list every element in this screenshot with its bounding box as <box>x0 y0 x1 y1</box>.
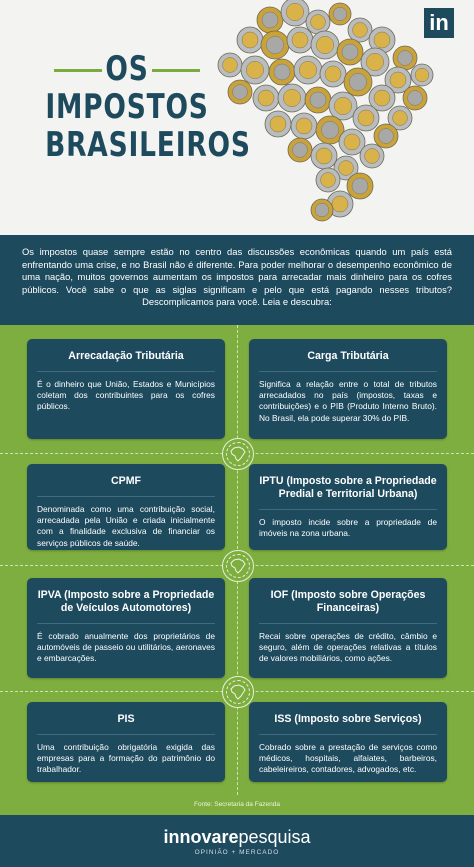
coin-center <box>393 111 408 126</box>
coin-center <box>332 196 348 212</box>
coin-center <box>415 68 429 82</box>
card-body: É o dinheiro que União, Estados e Municípios coletam dos contribuintes para os cofres públicos. <box>37 379 215 412</box>
card-iss <box>249 702 447 782</box>
card-title: Carga Tributária <box>307 350 389 362</box>
card-title: IPTU (Imposto sobre a Propriedade Predial e Territorial Urbana) <box>259 475 437 500</box>
coin-center <box>325 66 341 82</box>
coin-center <box>344 134 360 150</box>
card-iof <box>249 578 447 678</box>
brand-tagline: OPINIÃO + MERCADO <box>194 849 280 856</box>
card-title: ISS (Imposto sobre Serviços) <box>274 713 422 725</box>
card-title: PIS <box>117 713 135 725</box>
card-body: Cobrado sobre a prestação de serviços como médicos, hospitais, alfaiates, barbeiros, cabeleireiros, contadores, advogados, etc. <box>259 742 437 775</box>
footer <box>0 815 474 867</box>
coin-center <box>310 92 326 108</box>
card-iptu <box>249 464 447 550</box>
brazil-map-icon <box>230 446 246 462</box>
coin-center <box>339 161 354 176</box>
source-note: Fonte: Secretaria da Fazenda <box>194 801 280 808</box>
card-body: Recai sobre operações de crédito, câmbio e seguro, além de operações relativas a títulos de valores mobiliários, como ações. <box>259 631 437 664</box>
intro-text: Os impostos quase sempre estão no centro das discussões econômicas quando um país está enfrentando uma crise, e no Brasil não é diferente. Para poder melhorar o desempenho econômico de uma nação, muitos governos aumentam os impostos para arrecadar mais dinheiro para os cofres públicos. Você sabe o que as siglas significam e pelo que está pagando nesses tributos? Descomplicamos para você. Leia e descubra: <box>22 246 452 308</box>
title-line-3: BRASILEIROS <box>45 125 251 165</box>
card-body: Significa a relação entre o total de tributos arrecadados no país (impostos, taxas e contribuições) e o PIB (Produto Interno Bruto). No Brasil, ela pode superar 30% do PIB. <box>259 379 437 423</box>
card-pis <box>27 702 225 782</box>
coin-center <box>366 53 383 70</box>
coin-center <box>293 143 308 158</box>
card-body: É cobrado anualmente dos proprietários de automóveis de passeio ou utilitários, aeronaves e embarcações. <box>37 631 215 664</box>
intro-section <box>0 235 474 325</box>
coin-center <box>283 89 300 106</box>
coin-center <box>334 97 351 114</box>
coin-center <box>333 7 347 21</box>
coin-center <box>311 15 326 30</box>
coin-center <box>262 12 278 28</box>
coin-center <box>315 203 329 217</box>
coin-center <box>408 91 423 106</box>
coin-center <box>270 116 286 132</box>
coin-center <box>246 61 263 78</box>
brazil-map-icon <box>230 558 246 574</box>
brand-logo[interactable] <box>0 828 474 846</box>
card-title: CPMF <box>110 475 141 487</box>
header <box>0 0 474 235</box>
card-cpmf <box>27 464 225 550</box>
coin-center <box>379 129 394 144</box>
content-area <box>0 325 474 815</box>
card-carga <box>249 339 447 439</box>
coin-center <box>365 149 380 164</box>
coin-center <box>321 173 336 188</box>
coin-center <box>321 121 338 138</box>
coin-center <box>286 3 303 20</box>
card-title: Arrecadação Tributária <box>68 350 184 362</box>
title-line-1: OS <box>105 49 149 89</box>
card-title: IPVA (Imposto sobre a Propriedade de Veículos Automotores) <box>37 589 215 614</box>
coin-center <box>353 23 368 38</box>
coin-center <box>233 85 248 100</box>
coin-center <box>274 64 290 80</box>
brand-light: pesquisa <box>238 827 311 847</box>
coin-center <box>358 110 374 126</box>
coin-center <box>296 118 312 134</box>
card-arrecadacao <box>27 339 225 439</box>
brazil-map-icon <box>230 684 246 700</box>
card-body: O imposto incide sobre a propriedade de imóveis na zona urbana. <box>259 517 437 539</box>
coin-center <box>398 51 413 66</box>
coin-center <box>342 44 358 60</box>
title-rule-right <box>152 69 200 72</box>
coin-center <box>374 32 390 48</box>
brand-bold: innovare <box>163 827 239 847</box>
coin-center <box>292 32 308 48</box>
coin-center <box>352 178 368 194</box>
coin-center <box>390 72 406 88</box>
card-body: Denominada como uma contribuição social, arrecadada pela União e criada inicialmente com a finalidade exclusiva de financiar os serviços públicos de saúde. <box>37 504 215 548</box>
coin-center <box>299 61 316 78</box>
coin-center <box>242 32 258 48</box>
coin-center <box>258 90 274 106</box>
coin-center <box>316 148 332 164</box>
coin-center <box>266 36 283 53</box>
title-line-2: IMPOSTOS <box>45 87 209 127</box>
coins-illustration <box>200 0 450 235</box>
card-ipva <box>27 578 225 678</box>
coin-center <box>349 73 366 90</box>
innovare-logo-icon[interactable]: in <box>424 8 454 38</box>
coin-center <box>374 90 390 106</box>
coin-center <box>223 58 238 73</box>
card-title: IOF (Imposto sobre Operações Financeiras) <box>270 589 426 614</box>
card-body: Uma contribuição obrigatória exigida das empresas para a formação do patrimônio do trabalhador. <box>37 742 215 775</box>
coin-center <box>316 36 333 53</box>
